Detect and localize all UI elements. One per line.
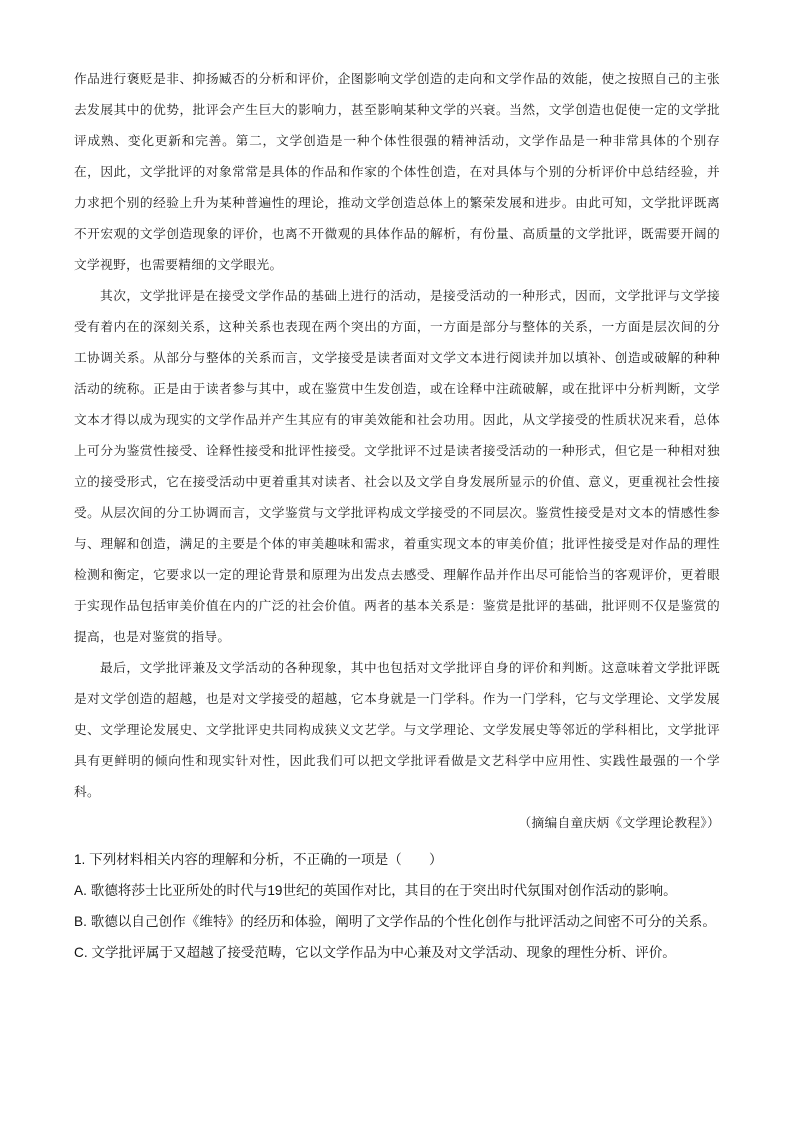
passage xyxy=(74,63,720,968)
option-a: A. 歌德将莎士比亚所处的时代与19世纪的英国作对比，其目的在于突出时代氛围对创作活动的影响。 xyxy=(74,883,677,898)
passage-paragraph: 其次，文学批评是在接受文学作品的基础上进行的活动，是接受活动的一种形式，因而，文学批评与文学接受有着内在的深刻关系，这种关系也表现在两个突出的方面，一方面是部分与整体的关系，一方面是层次间的分工协调关系。从部分与整体的关系而言，文学接受是读者面对文学文本进行阅读并加以填补、创造或破解的种种活动的统称。正是由于读者参与其中，或在鉴赏中生发创造，或在诠释中注疏破解，或在批评中分析判断，文学文本才得以成为现实的文学作品并产生其应有的审美效能和社会功用。因此，从文学接受的性质状况来看，总体上可分为鉴赏性接受、诠释性接受和批评性接受。文学批评不过是读者接受活动的一种形式，但它是一种相对独立的接受形式，它在接受活动中更着重其对读者、社会以及文学自身发展所显示的价值、意义，更重视社会性接受。从层次间的分工协调而言，文学鉴赏与文学批评构成文学接受的不同层次。鉴赏性接受是对文本的情感性参与、理解和创造，满足的主要是个体的审美趣味和需求，着重实现文本的审美价值；批评性接受是对作品的理性检测和衡定，它要求以一定的理论背景和原理为出发点去感受、理解作品并作出尽可能恰当的客观评价，更着眼于实现作品包括审美价值在内的广泛的社会价值。两者的基本关系是：鉴赏是批评的基础，批评则不仅是鉴赏的提高，也是对鉴赏的指导。 xyxy=(74,288,720,644)
question-stem: 1. 下列材料相关内容的理解和分析，不正确的一项是（ ） xyxy=(74,852,443,867)
source-citation: （摘编自童庆炳《文学理论教程》） xyxy=(518,815,720,830)
option-b: B. 歌德以自己创作《维特》的经历和体验，阐明了文学作品的个性化创作与批评活动之间密不可分的关系。 xyxy=(74,914,716,929)
option-c: C. 文学批评属于又超越了接受范畴，它以文学作品为中心兼及对文学活动、现象的理性分析、评价。 xyxy=(74,945,676,960)
passage-paragraph: 最后，文学批评兼及文学活动的各种现象，其中也包括对文学批评自身的评价和判断。这意味着文学批评既是对文学创造的超越，也是对文学接受的超越，它本身就是一门学科。作为一门学科，它与文学理论、文学发展史、文学理论发展史、文学批评史共同构成狭义文艺学。与文学理论、文学发展史等邻近的学科相比，文学批评具有更鲜明的倾向性和现实针对性，因此我们可以把文学批评看做是文艺科学中应用性、实践性最强的一个学科。 xyxy=(74,660,720,799)
passage-paragraph: 作品进行褒贬是非、抑扬臧否的分析和评价，企图影响文学创造的走向和文学作品的效能，使之按照自己的主张去发展其中的优势，批评会产生巨大的影响力，甚至影响某种文学的兴衰。当然，文学创造也促使一定的文学批评成熟、变化更新和完善。第二，文学创造是一种个体性很强的精神活动，文学作品是一种非常具体的个别存在，因此，文学批评的对象常常是具体的作品和作家的个体性创造，在对具体与个别的分析评价中总结经验，并力求把个别的经验上升为某种普遍性的理论，推动文学创造总体上的繁荣发展和进步。由此可知，文学批评既离不开宏观的文学创造现象的评价，也离不开微观的具体作品的解析，有份量、高质量的文学批评，既需要开阔的文学视野，也需要精细的文学眼光。 xyxy=(74,71,720,272)
question xyxy=(74,844,720,968)
